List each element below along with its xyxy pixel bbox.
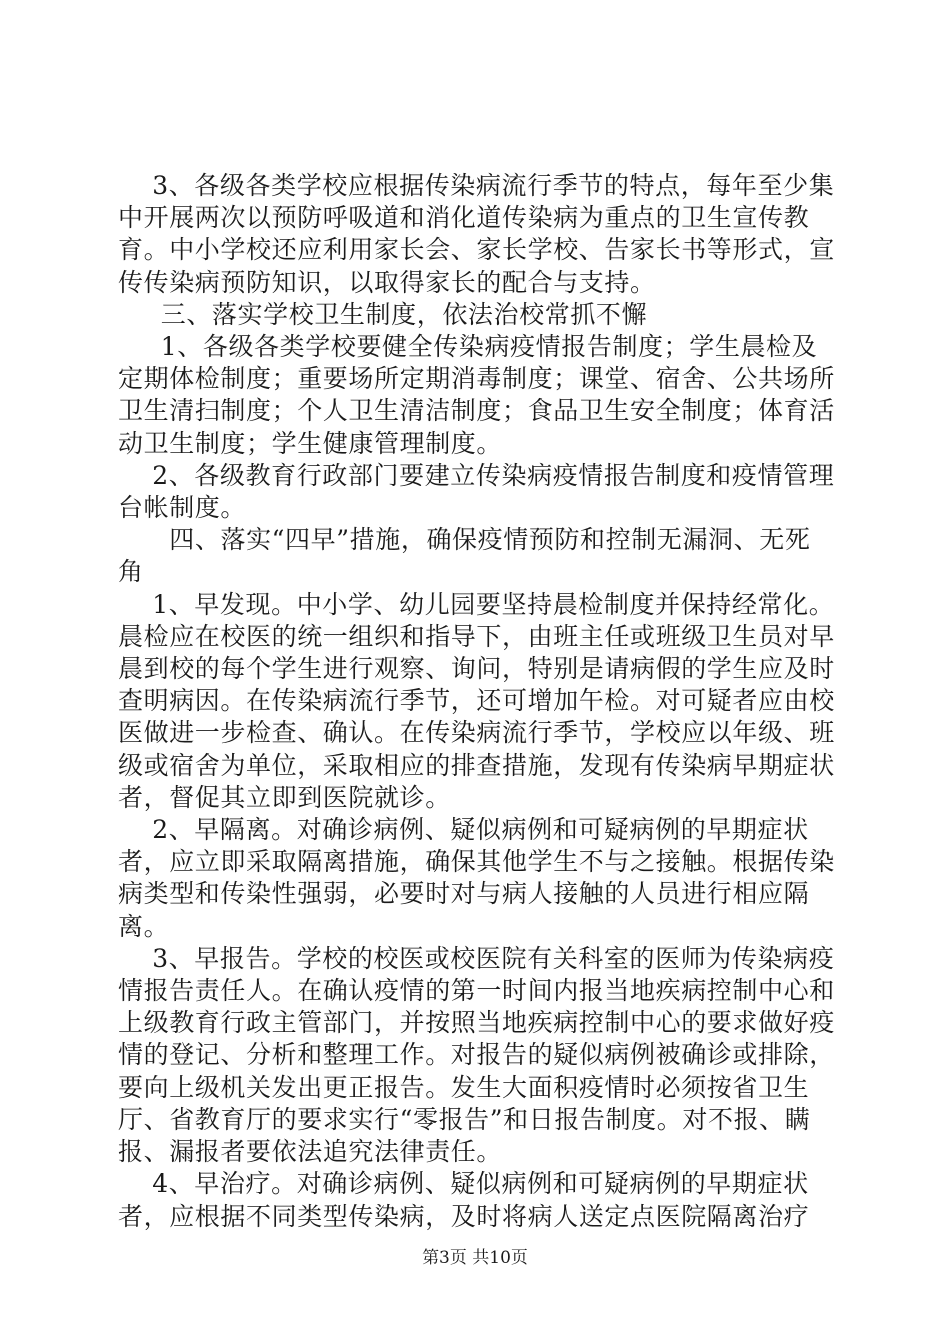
section-heading-3: 三、落实学校卫生制度，依法治校常抓不懈 — [118, 299, 648, 329]
paragraph-2: 1、各级各类学校要健全传染病疫情报告制度；学生晨检及定期体检制度；重要场所定期消毒制度；课堂、宿舍、公共场所卫生清扫制度；个人卫生清洁制度；食品卫生安全制度；体育活动卫生制度；学生健康管理制度。 — [118, 332, 835, 458]
paragraph-6: 3、早报告。学校的校医或校医院有关科室的医师为传染病疫情报告责任人。在确认疫情的第一时间内报当地疾病控制中心和上级教育行政主管部门，并按照当地疾病控制中心的要求做好疫情的登记、分析和整理工作。对报告的疑似病例被确诊或排除，要向上级机关发出更正报告。发生大面积疫情时必须按省卫生厅、省教育厅的要求实行“零报告”和日报告制度。对不报、瞒报、漏报者要依法追究法律责任。 — [118, 943, 835, 1167]
paragraph-3: 2、各级教育行政部门要建立传染病疫情报告制度和疫情管理台帐制度。 — [118, 460, 835, 523]
paragraph-7: 4、早治疗。对确诊病例、疑似病例和可疑病例的早期症状者，应根据不同类型传染病，及时将病人送定点医院隔离治疗 — [118, 1169, 810, 1231]
paragraph-4: 1、早发现。中小学、幼儿园要坚持晨检制度并保持经常化。晨检应在校医的统一组织和指导下，由班主任或班级卫生员对早晨到校的每个学生进行观察、询问，特别是请病假的学生应及时查明病因。在传染病流行季节，还可增加午检。对可疑者应由校医做进一步检查、确认。在传染病流行季节，学校应以年级、班级或宿舍为单位，采取相应的排查措施，发现有传染病早期症状者，督促其立即到医院就诊。 — [118, 589, 835, 812]
paragraph-1: 3、各级各类学校应根据传染病流行季节的特点，每年至少集中开展两次以预防呼吸道和消化道传染病为重点的卫生宣传教育。中小学校还应利用家长会、家长学校、告家长书等形式，宣传传染病预防知识，以取得家长的配合与支持。 — [118, 171, 835, 297]
document-body — [118, 170, 836, 1233]
paragraph-5: 2、早隔离。对确诊病例、疑似病例和可疑病例的早期症状者，应立即采取隔离措施，确保其他学生不与之接触。根据传染病类型和传染性强弱，必要时对与病人接触的人员进行相应隔离。 — [118, 815, 835, 941]
page-number-footer: 第3页 共10页 — [422, 1248, 528, 1268]
section-heading-4: 四、落实“四早”措施，确保疫情预防和控制无漏洞、无死角 — [118, 525, 811, 587]
